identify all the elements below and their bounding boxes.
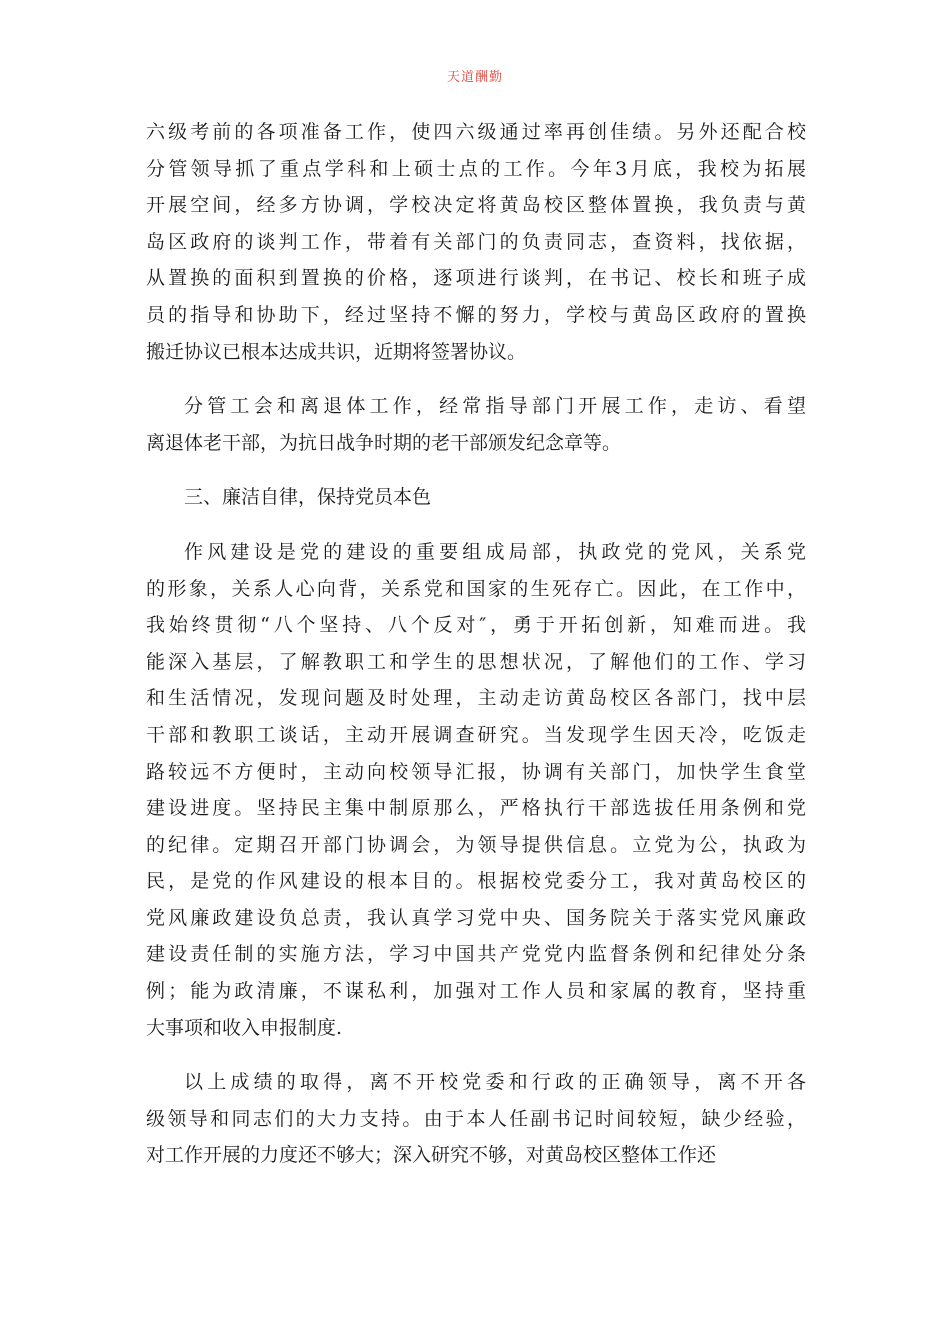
text-line: 从置换的面积到置换的价格，逐项进行谈判，在书记、校长和班子成 [146,267,806,290]
text-line: 例；能为政清廉，不谋私利，加强对工作人员和家属的教育，坚持重 [146,980,806,1003]
text-line: 员的指导和协助下，经过坚持不懈的努力，学校与黄岛区政府的置换 [146,303,806,326]
text-line: 的形象，关系人心向背，关系党和国家的生死存亡。因此，在工作中， [146,577,806,600]
text-line: 以上成绩的取得，离不开校党委和行政的正确领导，离不开各 [184,1071,806,1094]
text-line: 民，是党的作风建设的根本目的。根据校党委分工，我对黄岛校区的 [146,870,806,893]
text-line: 能深入基层，了解教职工和学生的思想状况，了解他们的工作、学习 [146,650,806,673]
text-line: 干部和教职工谈话，主动开展调查研究。当发现学生因天冷，吃饭走 [146,723,806,746]
text-line: 分管领导抓了重点学科和上硕士点的工作。今年3月底，我校为拓展 [146,157,806,180]
text-line: 岛区政府的谈判工作，带着有关部门的负责同志，查资料，找依据， [146,230,806,253]
text-line: 党风廉政建设负总责，我认真学习党中央、国务院关于落实党风廉政 [146,906,806,929]
text-line: 级领导和同志们的大力支持。由于本人任副书记时间较短，缺少经验， [146,1107,806,1130]
text-line: 的纪律。定期召开部门协调会，为领导提供信息。立党为公，执政为 [146,833,806,856]
text-line: 对工作开展的力度还不够大；深入研究不够，对黄岛校区整体工作还 [146,1144,717,1167]
text-line: 建设进度。坚持民主集中制原那么，严格执行干部选拔任用条例和党 [146,797,806,820]
paragraph [146,388,806,461]
text-line: 搬迁协议已根本达成共识，近期将签署协议。 [146,340,527,363]
header-watermark: 天道酬勤 [446,70,503,85]
paragraph [146,534,806,1046]
text-line: 大事项和收入申报制度. [146,1016,343,1039]
document-body [146,114,806,1192]
text-line: 建设责任制的实施方法，学习中国共产党党内监督条例和纪律处分条 [146,943,806,966]
text-line: 分管工会和离退体工作，经常指导部门开展工作，走访、看望 [184,395,806,418]
text-line: 六级考前的各项准备工作，使四六级通过率再创佳绩。另外还配合校 [146,121,806,143]
paragraph [146,1064,806,1174]
text-line: 三、廉洁自律，保持党员本色 [184,486,432,509]
text-line: 离退体老干部，为抗日战争时期的老干部颁发纪念章等。 [146,431,622,454]
text-line: 开展空间，经多方协调，学校决定将黄岛校区整体置换，我负责与黄 [146,194,806,217]
paragraph [146,114,806,370]
paragraph [146,479,806,516]
text-line: 和生活情况，发现问题及时处理，主动走访黄岛校区各部门，找中层 [146,687,806,710]
text-line: 作风建设是党的建设的重要组成局部，执政党的党风，关系党 [184,540,806,563]
text-line: 路较远不方便时，主动向校领导汇报，协调有关部门，加快学生食堂 [146,760,806,783]
text-line: 我始终贯彻“八个坚持、八个反对″，勇于开拓创新，知难而进。我 [146,614,806,637]
